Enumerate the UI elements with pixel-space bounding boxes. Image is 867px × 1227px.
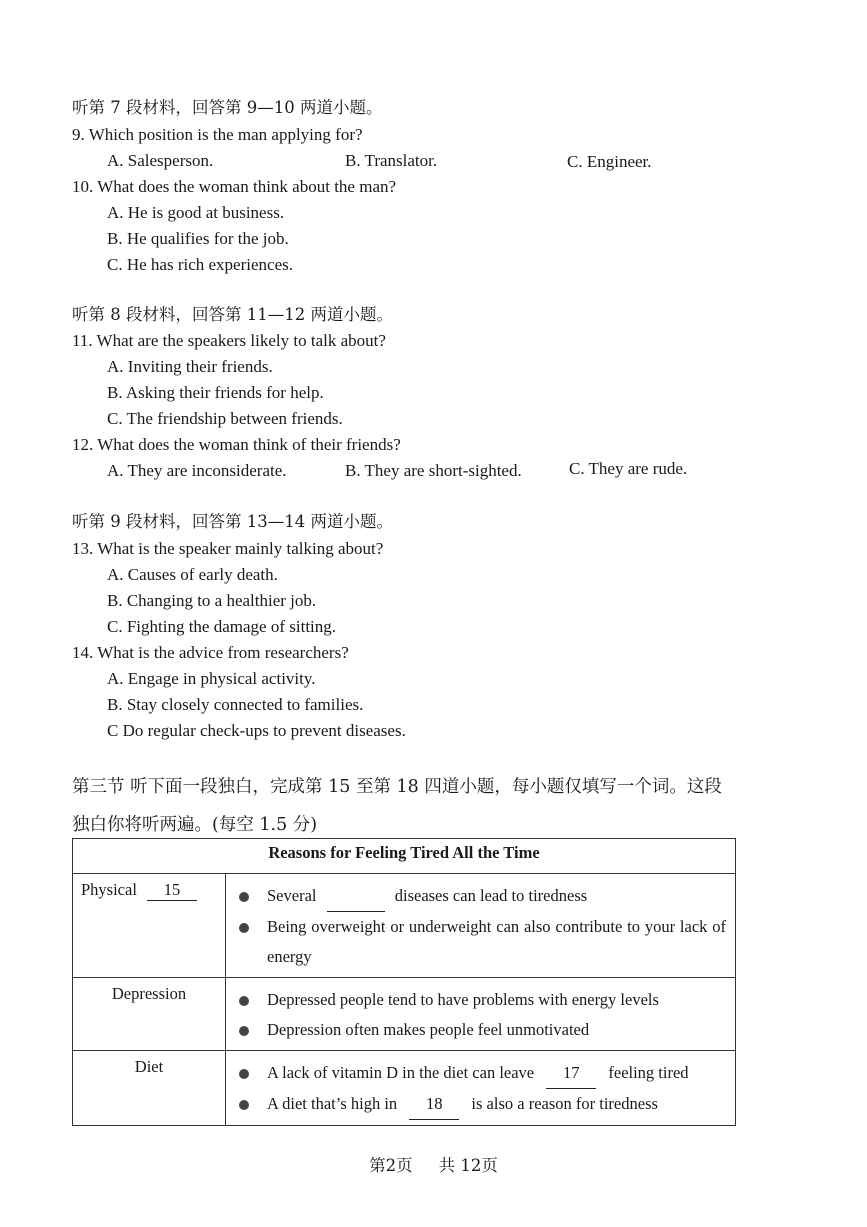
question-14-option-b: B. Stay closely connected to families. xyxy=(107,695,364,714)
bullet-icon xyxy=(239,892,249,902)
blank-15: 15 xyxy=(147,880,197,901)
question-11-stem: 11. What are the speakers likely to talk about? xyxy=(72,331,386,350)
table-row-physical xyxy=(73,874,736,978)
bullet-item xyxy=(239,985,726,1015)
bullet-item xyxy=(239,1089,726,1120)
question-11-option-a: A. Inviting their friends. xyxy=(107,357,273,376)
bullet-icon xyxy=(239,1100,249,1110)
bullet-icon xyxy=(239,996,249,1006)
reasons-table xyxy=(72,838,736,1126)
bullet-text: A lack of vitamin D in the diet can leave xyxy=(267,1063,535,1082)
question-10-option-c: C. He has rich experiences. xyxy=(107,255,293,274)
bullet-item xyxy=(239,912,726,972)
section-9-instruction: 听第 9 段材料，回答第 13—14 两道小题。 xyxy=(72,512,393,531)
question-12-option-b: B. They are short-sighted. xyxy=(345,461,522,480)
bullet-text: A diet that’s high in xyxy=(267,1094,398,1113)
blank-17: 17 xyxy=(546,1058,596,1089)
page-number: 第2页 xyxy=(369,1156,413,1175)
category-physical xyxy=(73,874,226,978)
table-row-diet xyxy=(73,1051,736,1126)
question-12-option-c: C. They are rude. xyxy=(569,459,688,478)
question-13-option-a: A. Causes of early death. xyxy=(107,565,278,584)
bullet-item xyxy=(239,1015,726,1045)
question-14-option-a: A. Engage in physical activity. xyxy=(107,669,316,688)
bullet-text: Depression often makes people feel unmotivated xyxy=(267,1020,590,1039)
part3-instruction-line1: 第三节 听下面一段独白，完成第 15 至第 18 四道小题，每小题仅填写一个词。这段 xyxy=(72,777,722,797)
table-title: Reasons for Feeling Tired All the Time xyxy=(73,839,736,874)
bullet-text: is also a reason for tiredness xyxy=(471,1094,658,1113)
question-13-option-b: B. Changing to a healthier job. xyxy=(107,591,317,610)
section-7-instruction: 听第 7 段材料，回答第 9—10 两道小题。 xyxy=(72,98,383,117)
question-9-option-a: A. Salesperson. xyxy=(107,151,214,170)
bullet-item xyxy=(239,881,726,912)
bullet-icon xyxy=(239,1026,249,1036)
bullet-text: Depressed people tend to have problems with energy levels xyxy=(267,990,659,1009)
category-depression: Depression xyxy=(73,978,226,1051)
question-11-option-c: C. The friendship between friends. xyxy=(107,409,343,428)
bullet-icon xyxy=(239,1069,249,1079)
question-9-option-b: B. Translator. xyxy=(345,151,438,170)
question-10-option-b: B. He qualifies for the job. xyxy=(107,229,289,248)
page-footer xyxy=(0,1152,867,1176)
bullet-icon xyxy=(239,923,249,933)
blank-16 xyxy=(327,881,385,912)
question-9-option-c: C. Engineer. xyxy=(567,152,652,171)
page-total: 共 12页 xyxy=(438,1156,498,1175)
question-10-option-a: A. He is good at business. xyxy=(107,203,285,222)
part3-instruction-line2: 独白你将听两遍。(每空 1.5 分) xyxy=(72,815,318,835)
question-9-stem: 9. Which position is the man applying for? xyxy=(72,125,363,144)
bullet-text: Several xyxy=(267,886,317,905)
bullet-text: diseases can lead to tiredness xyxy=(394,886,588,905)
question-12-stem: 12. What does the woman think of their friends? xyxy=(72,435,401,454)
question-13-option-c: C. Fighting the damage of sitting. xyxy=(107,617,337,636)
bullet-text: feeling tired xyxy=(608,1063,689,1082)
question-13-stem: 13. What is the speaker mainly talking about? xyxy=(72,539,384,558)
question-10-stem: 10. What does the woman think about the man? xyxy=(72,177,397,196)
question-12-option-a: A. They are inconsiderate. xyxy=(107,461,287,480)
category-diet: Diet xyxy=(73,1051,226,1126)
bullet-item xyxy=(239,1058,726,1089)
question-11-option-b: B. Asking their friends for help. xyxy=(107,383,324,402)
category-label: Physical xyxy=(81,880,137,899)
bullet-text: Being overweight or underweight can also contribute to your lack of energy xyxy=(267,917,726,966)
table-row-depression xyxy=(73,978,736,1051)
question-14-option-c: C Do regular check-ups to prevent diseases. xyxy=(107,721,406,740)
question-14-stem: 14. What is the advice from researchers? xyxy=(72,643,349,662)
section-8-instruction: 听第 8 段材料，回答第 11—12 两道小题。 xyxy=(72,305,393,324)
blank-18: 18 xyxy=(409,1089,459,1120)
